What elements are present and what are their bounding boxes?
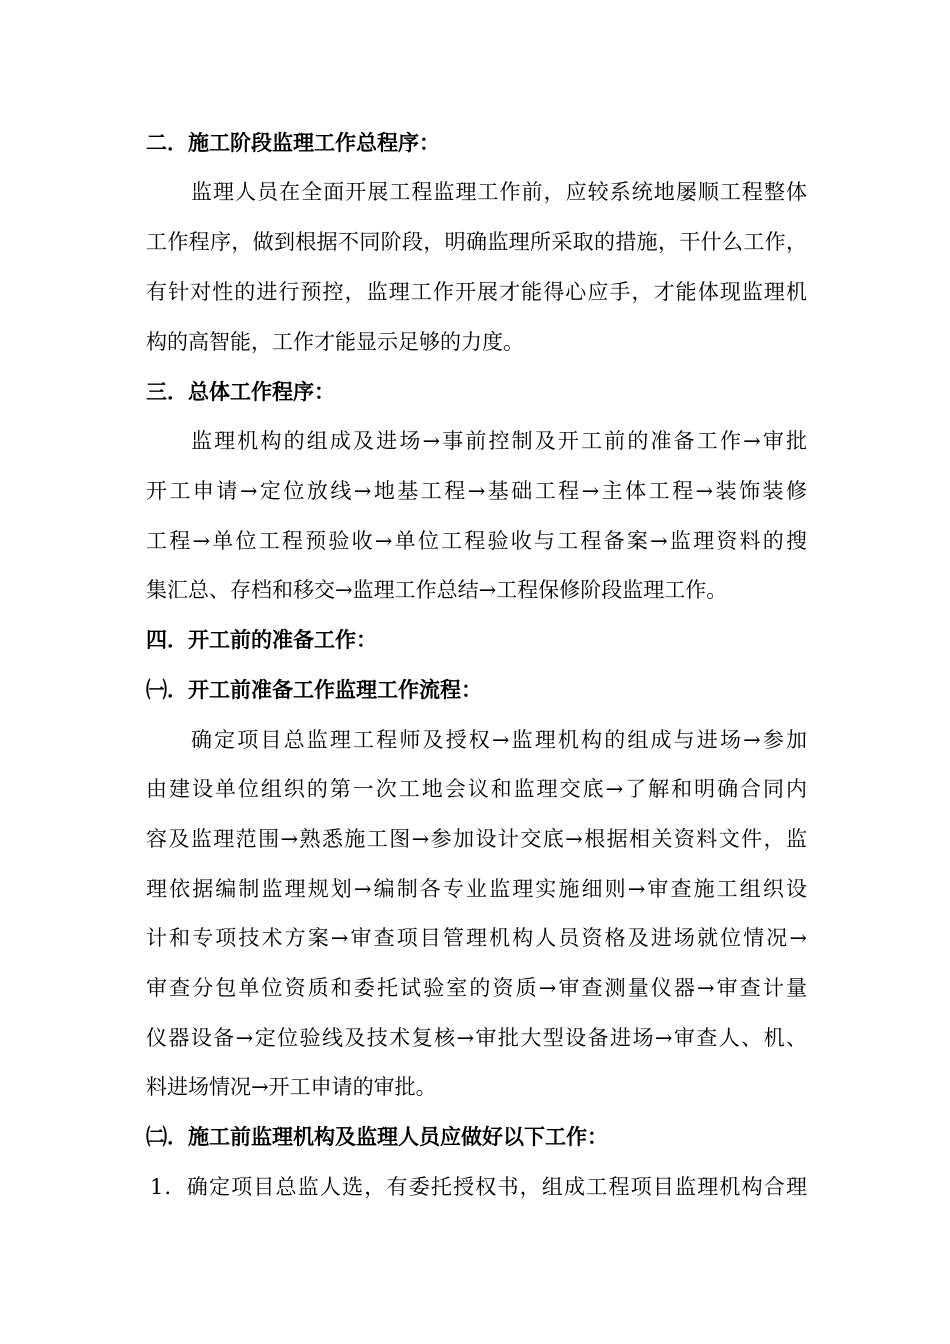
section-2-line-2: 工作程序，做到根据不同阶段，明确监理所采取的措施，干什么工作， bbox=[146, 230, 807, 254]
subsection-1-line-3: 容及监理范围→熟悉施工图→参加设计交底→根据相关资料文件，监 bbox=[146, 827, 807, 851]
section-4-heading: 四．开工前的准备工作： bbox=[146, 627, 377, 652]
subsection-2-item-1: 1．确定项目总监人选，有委托授权书，组成工程项目监理机构合理 bbox=[150, 1175, 807, 1199]
section-2-line-3: 有针对性的进行预控，监理工作开展才能得心应手，才能体现监理机 bbox=[146, 280, 807, 304]
section-3-line-4: 集汇总、存档和移交→监理工作总结→工程保修阶段监理工作。 bbox=[146, 578, 728, 602]
paragraph-line bbox=[0, 222, 950, 262]
paragraph-line bbox=[0, 968, 950, 1008]
section-heading bbox=[0, 620, 950, 660]
section-3-heading: 三．总体工作程序： bbox=[146, 379, 335, 404]
subsection-1-line-7: 仪器设备→定位验线及技术复核→审批大型设备进场→审查人、机、 bbox=[146, 1026, 807, 1050]
paragraph-line bbox=[0, 1018, 950, 1058]
paragraph-line bbox=[0, 720, 950, 760]
subsection-heading bbox=[0, 670, 950, 710]
section-3-line-1: 监理机构的组成及进场→事前控制及开工前的准备工作→审批 bbox=[191, 429, 807, 453]
paragraph-line bbox=[0, 272, 950, 312]
paragraph-line bbox=[0, 471, 950, 511]
paragraph-line bbox=[0, 918, 950, 958]
section-2-line-1: 监理人员在全面开展工程监理工作前，应较系统地屡顺工程整体 bbox=[191, 180, 807, 204]
paragraph-line bbox=[0, 322, 950, 362]
paragraph-line bbox=[0, 1067, 950, 1107]
paragraph-line bbox=[0, 570, 950, 610]
subsection-1-line-1: 确定项目总监理工程师及授权→监理机构的组成与进场→参加 bbox=[191, 728, 807, 752]
subsection-1-line-8: 料进场情况→开工申请的审批。 bbox=[146, 1075, 437, 1099]
paragraph-line bbox=[0, 521, 950, 561]
section-heading bbox=[0, 372, 950, 412]
subsection-1-line-5: 计和专项技术方案→审查项目管理机构人员资格及进场就位情况→ bbox=[146, 926, 807, 950]
paragraph-line bbox=[0, 421, 950, 461]
paragraph-line bbox=[0, 869, 950, 909]
section-2-line-4: 构的高智能，工作才能显示足够的力度。 bbox=[146, 330, 524, 354]
section-2-heading: 二．施工阶段监理工作总程序： bbox=[146, 130, 440, 155]
subsection-heading bbox=[0, 1117, 950, 1157]
paragraph-line bbox=[0, 172, 950, 212]
subsection-2-heading: ㈡．施工前监理机构及监理人员应做好以下工作： bbox=[146, 1124, 608, 1149]
subsection-1-heading: ㈠．开工前准备工作监理工作流程： bbox=[146, 677, 482, 702]
subsection-1-line-6: 审查分包单位资质和委托试验室的资质→审查测量仪器→审查计量 bbox=[146, 976, 807, 1000]
section-3-line-2: 开工申请→定位放线→地基工程→基础工程→主体工程→装饰装修 bbox=[146, 479, 807, 503]
section-3-line-3: 工程→单位工程预验收→单位工程验收与工程备案→监理资料的搜 bbox=[146, 529, 807, 553]
section-heading bbox=[0, 123, 950, 163]
subsection-1-line-2: 由建设单位组织的第一次工地会议和监理交底→了解和明确合同内 bbox=[146, 777, 807, 801]
list-item bbox=[0, 1167, 950, 1207]
subsection-1-line-4: 理依据编制监理规划→编制各专业监理实施细则→审查施工组织设 bbox=[146, 877, 807, 901]
paragraph-line bbox=[0, 819, 950, 859]
paragraph-line bbox=[0, 769, 950, 809]
